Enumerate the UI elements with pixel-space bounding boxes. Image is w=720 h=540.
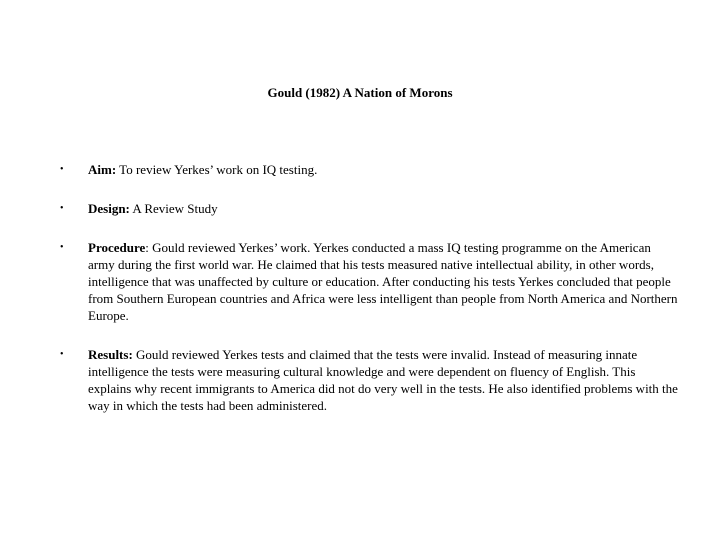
slide-title: Gould (1982) A Nation of Morons xyxy=(267,85,453,100)
bullet-label: Results: xyxy=(88,347,133,362)
bullet-list xyxy=(60,161,680,436)
bullet-item-results xyxy=(60,346,680,414)
bullet-label: Design: xyxy=(88,201,130,216)
bullet-text: To review Yerkes’ work on IQ testing. xyxy=(116,162,318,177)
bullet-item-design xyxy=(60,200,680,217)
bullet-icon: • xyxy=(60,349,64,360)
bullet-icon: • xyxy=(60,164,64,175)
bullet-icon: • xyxy=(60,203,64,214)
bullet-text: : Gould reviewed Yerkes’ work. Yerkes conducted a mass IQ testing programme on the American army during the first world war. He claimed that his tests measured native intellectual ability, in other words, intelligence that was unaffected by culture or education. After conducting his tests Yerkes concluded that people from Southern European countries and Africa were less intelligent than people from North America and Northern Europe. xyxy=(88,240,678,323)
bullet-label: Aim: xyxy=(88,162,117,177)
bullet-item-aim xyxy=(60,161,680,178)
bullet-label: Procedure xyxy=(88,240,146,255)
bullet-text: A Review Study xyxy=(129,201,218,216)
bullet-item-procedure xyxy=(60,239,680,324)
bullet-text: Gould reviewed Yerkes tests and claimed that the tests were invalid. Instead of measuring innate intelligence the tests were measuring cultural knowledge and were dependent on fluency of English. This explains why recent immigrants to America did not do very well in the tests. He also identified problems with the way in which the tests had been administered. xyxy=(88,347,678,413)
bullet-icon: • xyxy=(60,242,64,253)
